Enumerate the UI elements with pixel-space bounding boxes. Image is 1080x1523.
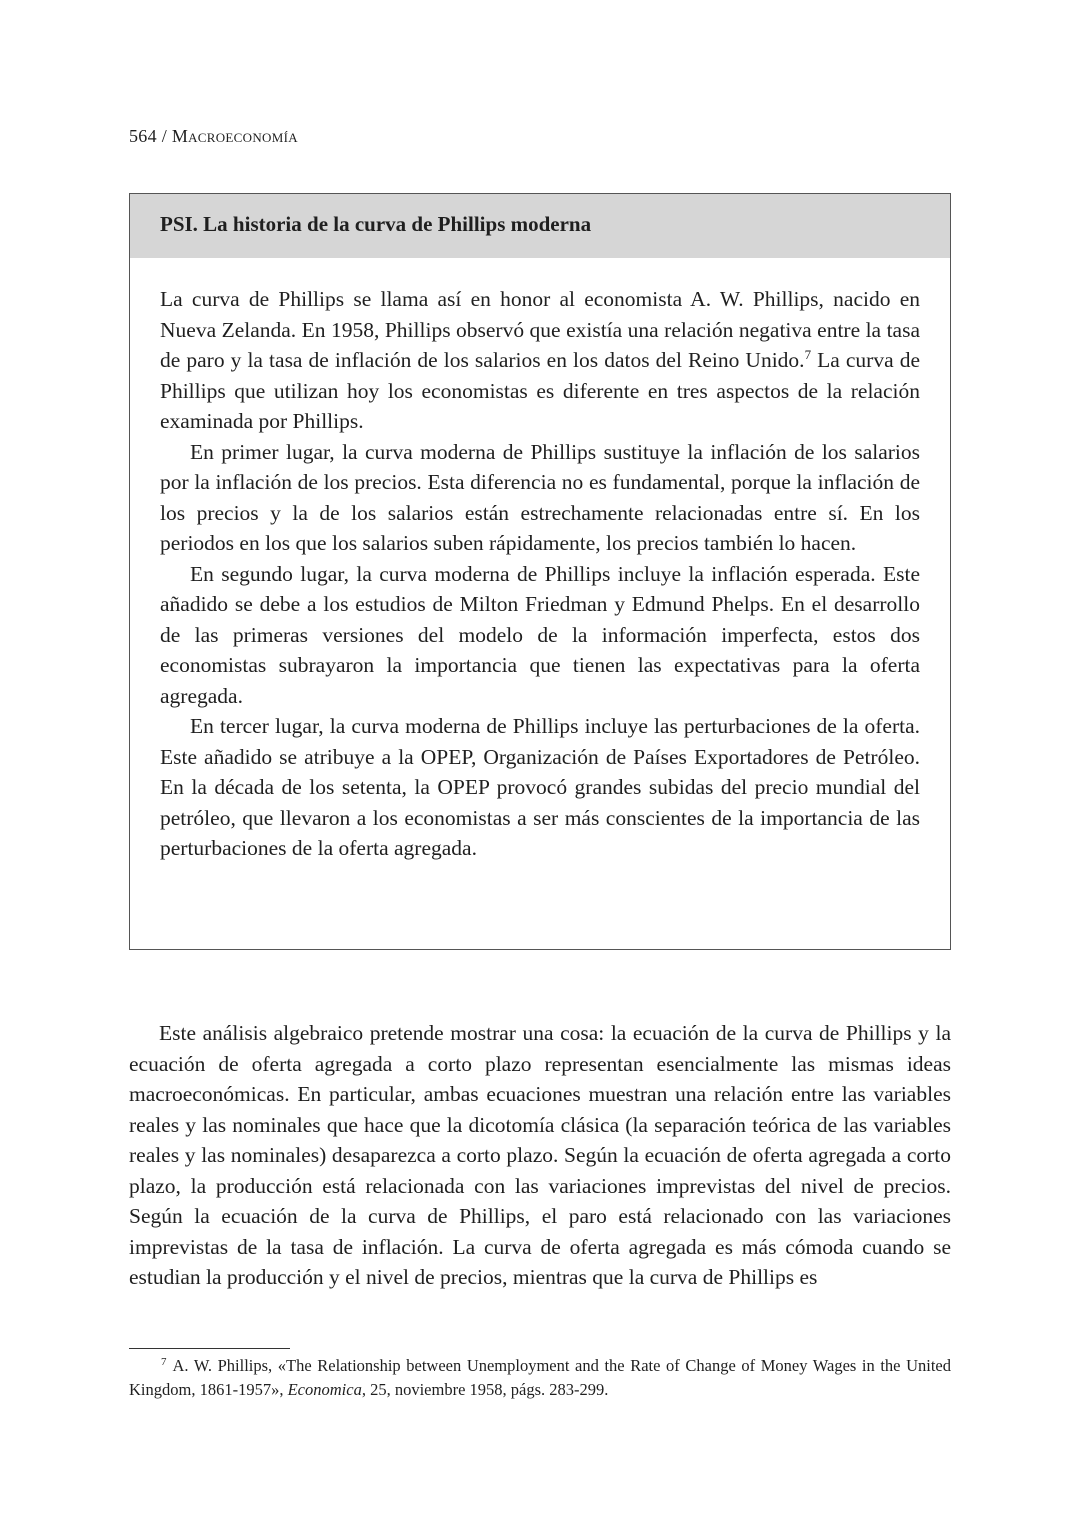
box-paragraph-1 [160,284,920,437]
main-text [129,1018,951,1293]
footnote-journal: Economica [287,1380,362,1399]
box-paragraph-1-text-b: La curva de Phillips que utilizan hoy los economistas es diferente en tres aspectos de la relación examinada por Phillips. [160,348,920,433]
footnote [129,1354,951,1402]
page-number: 564 [129,126,157,146]
main-paragraph: Este análisis algebraico pretende mostrar una cosa: la ecuación de la curva de Phillips y la ecuación de oferta agregada a corto plazo representan esencialmente las mismas ideas macroeconómicas. En particular, ambas ecuaciones muestran una relación entre las variables reales y las nominales que hace que la dicotomía clásica (la separación teórica de las variables reales y las nominales) desaparezca a corto plazo. Según la ecuación de oferta agregada a corto plazo, la producción está relacionada con las variaciones imprevistas del nivel de precios. Según la ecuación de la curva de Phillips, el paro está relacionado con las variaciones imprevistas de la tasa de inflación. La curva de oferta agregada es más cómoda cuando se estudian la producción y el nivel de precios, mientras que la curva de Phillips es [129,1021,951,1289]
box-paragraph-2: En primer lugar, la curva moderna de Phillips sustituye la inflación de los salarios por la inflación de los precios. Esta diferencia no es fundamental, porque la inflación de los precios y la de los salarios están estrechamente relacionadas entre sí. En los periodos en los que los salarios suben rápidamente, los precios también lo hacen. [160,439,920,555]
footnote-reference: 7 [804,346,812,362]
box-paragraph-3: En segundo lugar, la curva moderna de Phillips incluye la inflación esperada. Este añadido se debe a los estudios de Milton Friedman y Edmund Phelps. En el desarrollo de las primeras versiones del modelo de la información imperfecta, estos dos economistas subrayaron la importancia que tienen las expectativas para la oferta agregada. [160,561,920,708]
book-title: Macroeconomía [171,126,298,146]
box-paragraph-1-text-a: La curva de Phillips se llama así en honor al economista A. W. Phillips, nacido en Nueva Zelanda. En 1958, Phillips observó que existía una relación negativa entre la tasa de paro y la tasa de inflación de los salarios en los datos del Reino Unido. [160,287,920,372]
footnote-number: 7 [161,1355,167,1368]
box-paragraph-4: En tercer lugar, la curva moderna de Phillips incluye las perturbaciones de la oferta. Este añadido se atribuye a la OPEP, Organización de Países Exportadores de Petróleo. En la década de los setenta, la OPEP provocó grandes subidas del precio mundial del petróleo, que llevaron a los economistas a ser más conscientes de la importancia de las perturbaciones de la oferta agregada. [160,714,920,860]
footnote-divider [129,1348,290,1349]
running-head [129,126,298,147]
box-title: PSI. La historia de la curva de Phillips moderna [130,194,950,258]
footnote-text-a: A. W. Phillips, «The Relationship between Unemployment and the Rate of Change of Money Wages in the United Kingdom, 1861-1957», [129,1356,951,1399]
sidebar-box [129,193,951,950]
box-body [130,258,950,864]
running-head-separator: / [156,126,172,146]
footnote-text-b: , 25, noviembre 1958, págs. 283-299. [361,1380,609,1399]
